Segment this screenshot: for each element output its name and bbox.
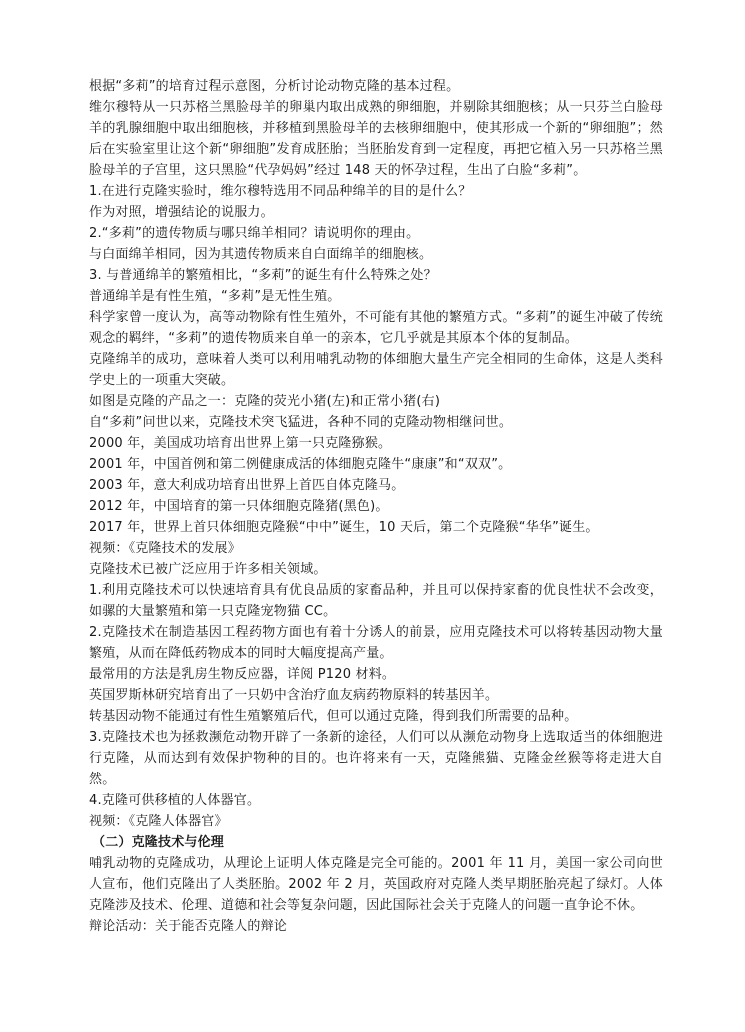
answer: 普通绵羊是有性生殖，“多莉”是无性生殖。 <box>89 289 341 304</box>
paragraph: 哺乳动物的克隆成功，从理论上证明人体克隆是完全可能的。2001 年 11 月，美国一家公司向世人宣布，他们克隆出了人类胚胎。2002 年 2 月，英国政府对克隆人类早期胚胎亮起了绿灯。人体克隆涉及技术、伦理、道德和社会等复杂问题，因此国际社会关于克隆人的问题一直争论不休。 <box>89 856 663 913</box>
timeline-item: 2017 年，世界上首只体细胞克隆猴“中中”诞生，10 天后，第二个克隆猴“华华”诞生。 <box>89 520 599 535</box>
paragraph: 根据“多莉”的培育过程示意图，分析讨论动物克隆的基本过程。 <box>89 79 460 94</box>
paragraph: 科学家曾一度认为，高等动物除有性生殖外，不可能有其他的繁殖方式。“多莉”的诞生冲破了传统观念的羁绊，“多莉”的遗传物质来自单一的亲本，它几乎就是其原本个体的复制品。 <box>89 310 663 346</box>
document-body <box>89 76 663 937</box>
paragraph: 英国罗斯林研究培育出了一只奶中含治疗血友病药物原料的转基因羊。 <box>89 688 499 703</box>
timeline-item: 2003 年，意大利成功培育出世界上首匹自体克隆马。 <box>89 478 405 493</box>
application-item: 1.利用克隆技术可以快速培育具有优良品质的家畜品种，并且可以保持家畜的优良性状不会改变，如骡的大量繁殖和第一只克隆宠物猫 CC。 <box>89 583 663 619</box>
paragraph: 克隆绵羊的成功，意味着人类可以利用哺乳动物的体细胞大量生产完全相同的生命体，这是人类科学史上的一项重大突破。 <box>89 352 663 388</box>
answer: 作为对照，增强结论的说服力。 <box>89 205 274 220</box>
application-item: 2.克隆技术在制造基因工程药物方面也有着十分诱人的前景，应用克隆技术可以将转基因动物大量繁殖，从而在降低药物成本的同时大幅度提高产量。 <box>89 625 663 661</box>
timeline-item: 2012 年，中国培育的第一只体细胞克隆猪(黑色)。 <box>89 499 389 514</box>
question: 2.“多莉”的遗传物质与哪只绵羊相同？请说明你的理由。 <box>89 226 420 241</box>
timeline-item: 2000 年，美国成功培育出世界上第一只克隆猕猴。 <box>89 436 392 451</box>
paragraph: 自“多莉”问世以来，克隆技术突飞猛进，各种不同的克隆动物相继问世。 <box>89 415 513 430</box>
application-item: 3.克隆技术也为拯救濒危动物开辟了一条新的途径，人们可以从濒危动物身上选取适当的体细胞进行克隆，从而达到有效保护物种的目的。也许将来有一天，克隆熊猫、克隆金丝猴等将走进大自然。 <box>89 730 663 787</box>
activity-title: 辩论活动：关于能否克隆人的辩论 <box>89 919 288 934</box>
section-heading: （二）克隆技术与伦理 <box>92 835 225 850</box>
video-reference: 视频：《克隆人体器官》 <box>89 814 228 829</box>
question: 3. 与普通绵羊的繁殖相比，“多莉”的诞生有什么特殊之处？ <box>89 268 437 283</box>
question: 1.在进行克隆实验时，维尔穆特选用不同品种绵羊的目的是什么？ <box>89 184 472 199</box>
paragraph: 克隆技术已被广泛应用于许多相关领域。 <box>89 562 327 577</box>
paragraph: 维尔穆特从一只苏格兰黑脸母羊的卵巢内取出成熟的卵细胞，并剔除其细胞核；从一只芬兰白脸母羊的乳腺细胞中取出细胞核，并移植到黑脸母羊的去核卵细胞中，使其形成一个新的“卵细胞”；然后在实验室里让这个新“卵细胞”发育成胚胎；当胚胎发育到一定程度，再把它植入另一只苏格兰黑脸母羊的子宫里，这只黑脸“代孕妈妈”经过 148 天的怀孕过程，生出了白脸“多莉”。 <box>89 100 663 178</box>
paragraph: 最常用的方法是乳房生物反应器，详阅 P120 材料。 <box>89 667 396 682</box>
application-item: 4.克隆可供移植的人体器官。 <box>89 793 261 808</box>
video-reference: 视频：《克隆技术的发展》 <box>89 541 241 556</box>
paragraph: 转基因动物不能通过有性生殖繁殖后代，但可以通过克隆，得到我们所需要的品种。 <box>89 709 578 724</box>
timeline-item: 2001 年，中国首例和第二例健康成活的体细胞克隆牛“康康”和“双双”。 <box>89 457 512 472</box>
answer: 与白面绵羊相同，因为其遗传物质来自白面绵羊的细胞核。 <box>89 247 433 262</box>
paragraph: 如图是克隆的产品之一：克隆的荧光小猪(左)和正常小猪(右) <box>89 394 441 409</box>
